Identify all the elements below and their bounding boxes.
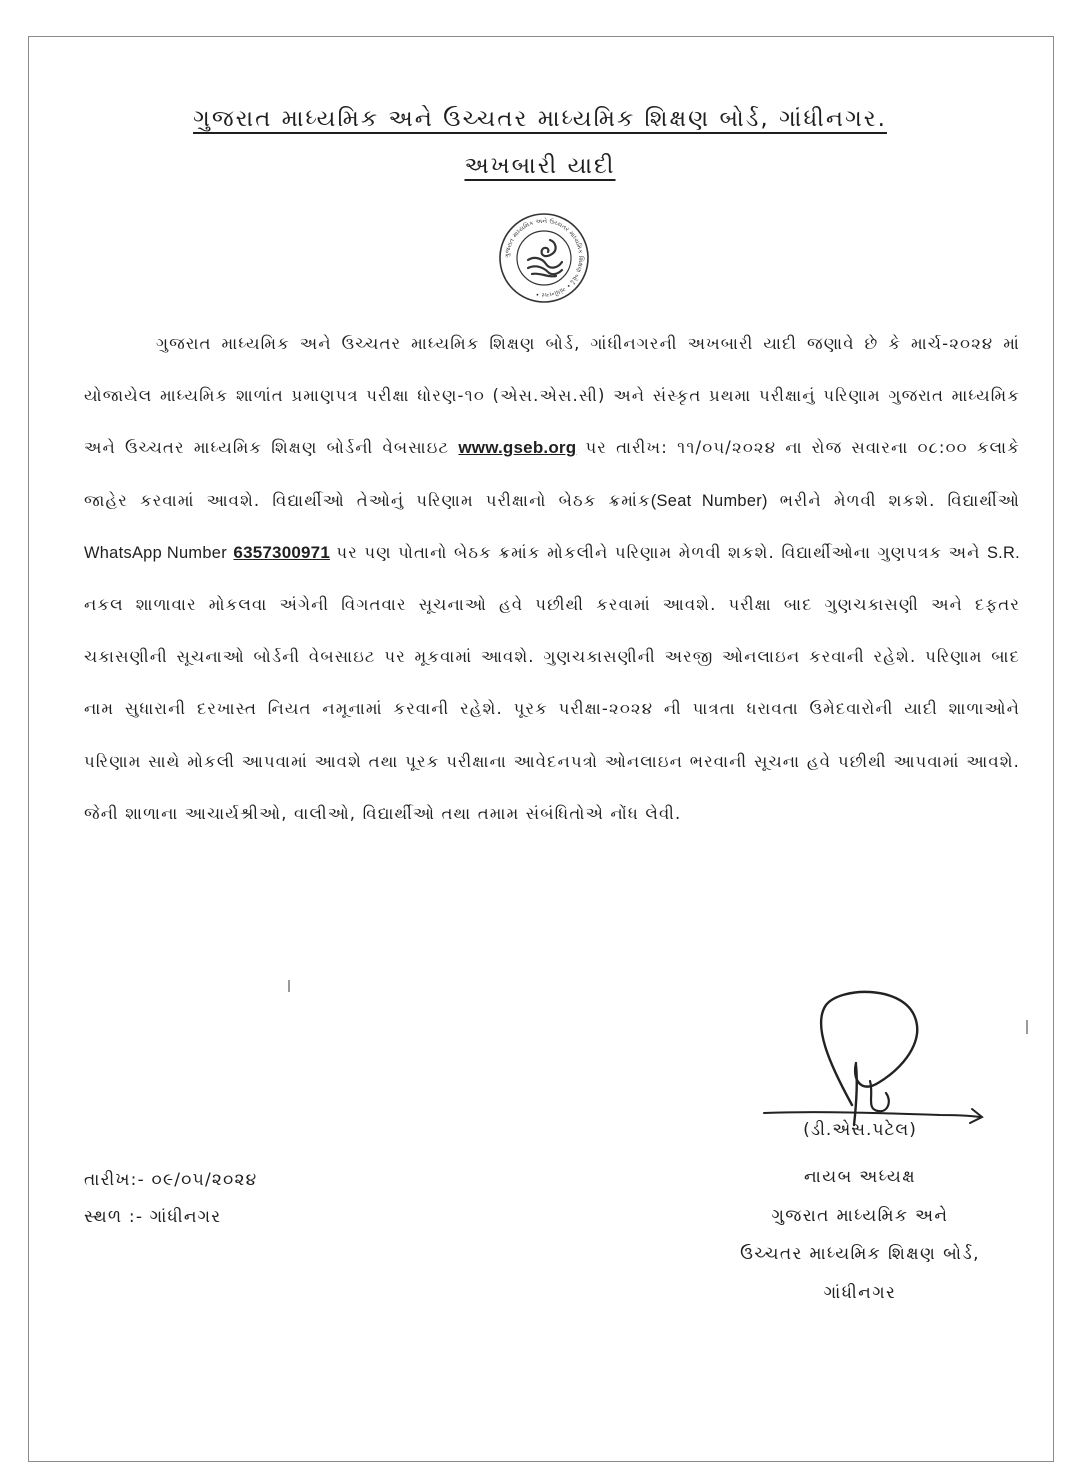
body-text-part: ગુજરાત માધ્યમિક અને ઉચ્ચતર માધ્યમિક શિક્ષણ બોર્ડ, ગાંધીનગરની અખબારી યાદી જણાવે છે કે માર્ચ-૨૦૨૪ માં યોજાયેલ માધ્યમિક શાળાંત પ્રમાણપત્ર પરીક્ષા ધોરણ-૧૦ (એસ.એસ.સી) અને સંસ્કૃત પ્રથમા પરીક્ષાનું પરિણામ ગુજરાત માધ્યમિક અને ઉચ્ચતર માધ્યમિક શિક્ષણ બોર્ડની વેબસાઇટ	[84, 334, 1020, 458]
signatory-org-line1: ગુજરાત માધ્યમિક અને	[771, 1205, 949, 1226]
signatory-block	[700, 1158, 1020, 1312]
signatory-org-line3: ગાંધીનગર	[823, 1282, 897, 1303]
signatory-designation: નાયબ અધ્યક્ષ	[804, 1167, 916, 1187]
body-text-part: પર પણ પોતાનો બેઠક ક્રમાંક મોકલીને પરિણામ મેળવી શકશે. વિદ્યાર્થીઓના ગુણપત્રક અને	[329, 542, 987, 562]
whatsapp-label: WhatsApp Number	[84, 543, 227, 562]
seat-number-text: (Seat Number)	[650, 491, 768, 510]
body-text-part: ભરીને મેળવી શકશે. વિદ્યાર્થીઓ	[767, 490, 1020, 510]
body-text-part: પર તારીખ: ૧૧/૦૫/૨૦૨૪ ના રોજ સવારના ૦૮:૦૦ કલાકે જાહેર કરવામાં આવશે. વિદ્યાર્થીઓ તેઓનું પરિણામ પરીક્ષાનો બેઠક ક્રમાંક	[84, 438, 1020, 510]
press-release-body	[84, 318, 1020, 840]
page-title: ગુજરાત માધ્યમિક અને ઉચ્ચતર માધ્યમિક શિક્ષણ બોર્ડ, ગાંધીનગર.	[193, 106, 887, 132]
sr-text: S.R.	[986, 543, 1021, 562]
swan-emblem-icon	[528, 240, 562, 276]
scan-speck	[288, 980, 290, 992]
scan-speck	[1026, 1020, 1028, 1034]
seal-arc-text: ગુજરાત માધ્યમિક અને ઉચ્ચતર માધ્યમિક શિક્ષણ બોર્ડ • ગાંધીનગર •	[503, 217, 585, 299]
signatory-name: (ડી.એસ.પટેલ)	[803, 1120, 917, 1140]
issue-place: સ્થળ :- ગાંધીનગર	[84, 1207, 222, 1227]
body-text-part: નકલ શાળાવાર મોકલવા અંગેની વિગતવાર સૂચનાઓ હવે પછીથી કરવામાં આવશે. પરીક્ષા બાદ ગુણચકાસણી અને દફતર ચકાસણીની સૂચનાઓ બોર્ડની વેબસાઇટ પર મૂકવામાં આવશે. ગુણચકાસણીની અરજી ઓનલાઇન કરવાની રહેશે. પરિણામ બાદ નામ સુધારાની દરખાસ્ત નિયત નમૂનામાં કરવાની રહેશે. પૂરક પરીક્ષા-૨૦૨૪ ની પાત્રતા ધરાવતા ઉમેદવારોની યાદી શાળાઓને પરિણામ સાથે મોકલી આપવામાં આવશે તથા પૂરક પરીક્ષાના આવેદનપત્રો ઓનલાઇન ભરવાની સૂચના હવે પછીથી આપવામાં આવશે. જેની શાળાના આચાર્યશ્રીઓ, વાલીઓ, વિદ્યાર્થીઓ તથા તમામ સંબંધિતોએ નોંધ લેવી.	[84, 595, 1020, 823]
whatsapp-number[interactable]: 6357300971	[233, 542, 330, 562]
issue-date: તારીખ:- ૦૯/૦૫/૨૦૨૪	[84, 1170, 258, 1190]
board-seal	[498, 212, 590, 304]
signatory-org-line2: ઉચ્ચતર માધ્યમિક શિક્ષણ બોર્ડ,	[740, 1244, 980, 1264]
website-link[interactable]: www.gseb.org	[458, 438, 577, 458]
page-subtitle: અખબારી યાદી	[464, 153, 616, 179]
